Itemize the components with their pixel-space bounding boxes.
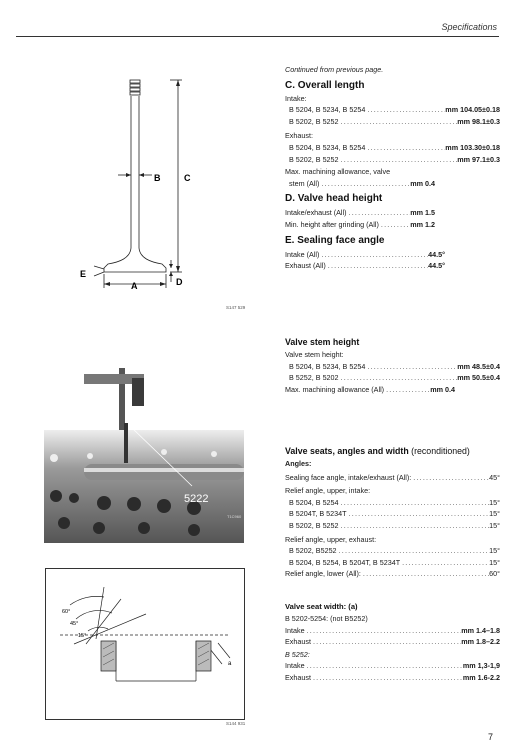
spec-row: B 5204, B 5254 ..... 15° bbox=[285, 497, 500, 509]
spec-row: Intake (All) ..... 44.5° bbox=[285, 249, 445, 261]
spec-row: B 5202, B 5252 ..... 15° bbox=[285, 520, 500, 532]
spec-row: B 5204, B 5234, B 5254 ..... mm 48.5±0.4 bbox=[285, 361, 500, 373]
label-d: D bbox=[176, 277, 183, 287]
heading-stem-height: Valve stem height bbox=[285, 337, 360, 347]
photo-code: T1C960 bbox=[227, 514, 242, 519]
width-label-a: a bbox=[228, 661, 232, 667]
spec-column-seats bbox=[285, 442, 500, 580]
seat-diagram-frame bbox=[45, 568, 245, 720]
spec-row: Exhaust ..... mm 1.6-2.2 bbox=[285, 672, 500, 684]
seat-figure-caption: S144 931 bbox=[226, 721, 246, 726]
spec-row: B 5252, B 5202 ..... mm 50.5±0.4 bbox=[285, 372, 500, 384]
header-rule bbox=[16, 36, 499, 37]
spec-row: B 5204, B 5234, B 5254 ..... mm 104.05±0.18 bbox=[285, 104, 500, 116]
seat-diagram bbox=[46, 569, 244, 719]
spec-row: B 5202, B5252 ..... 15° bbox=[285, 545, 500, 557]
heading-valve-head: D. Valve head height bbox=[285, 193, 383, 205]
spec-row: Intake ..... mm 1,3-1,9 bbox=[285, 660, 500, 672]
label-e: E bbox=[80, 269, 87, 279]
spec-column-stem bbox=[285, 333, 500, 395]
exhaust-label: Exhaust: bbox=[285, 131, 313, 141]
relief-intake-label: Relief angle, upper, intake: bbox=[285, 486, 371, 496]
label-c: C bbox=[184, 173, 191, 183]
group1-label: B 5202-5254: (not B5252) bbox=[285, 614, 368, 623]
spec-row: Intake ..... mm 1.4–1.8 bbox=[285, 625, 500, 637]
heading-valve-seats: Valve seats, angles and width (reconditioned) bbox=[285, 446, 470, 456]
spec-row: B 5204, B 5254, B 5204T, B 5234T ..... 15° bbox=[285, 557, 500, 569]
spec-row: B 5202, B 5252 ..... mm 98.1±0.3 bbox=[285, 116, 500, 128]
spec-row: B 5202, B 5252 ..... mm 97.1±0.3 bbox=[285, 154, 500, 166]
angles-label: Angles: bbox=[285, 459, 312, 468]
group2-label: B 5252: bbox=[285, 649, 310, 659]
tool-number: 5222 bbox=[184, 493, 209, 505]
heading-sealing-face: E. Sealing face angle bbox=[285, 234, 385, 246]
heading-seat-width: Valve seat width: (a) bbox=[285, 602, 358, 611]
cylinder-head-photo bbox=[44, 368, 244, 543]
angle-45: 45° bbox=[70, 621, 79, 627]
intake-label: Intake: bbox=[285, 93, 307, 103]
stem-sub-label: Valve stem height: bbox=[285, 350, 344, 359]
label-a: A bbox=[131, 281, 138, 291]
spec-row: Intake/exhaust (All) ..... mm 1.5 bbox=[285, 207, 435, 219]
label-b: B bbox=[154, 173, 161, 183]
spec-row: Relief angle, lower (All): ..... 60° bbox=[285, 568, 500, 580]
spec-row: Max. machining allowance (All) ..... mm 0.4 bbox=[285, 384, 455, 396]
valve-diagram bbox=[70, 70, 220, 300]
relief-exhaust-label: Relief angle, upper, exhaust: bbox=[285, 534, 377, 544]
spec-row: Min. height after grinding (All) ..... mm 1.2 bbox=[285, 219, 435, 231]
spec-row: Exhaust (All) ..... 44.5° bbox=[285, 260, 445, 272]
spec-row: B 5204T, B 5234T ..... 15° bbox=[285, 508, 500, 520]
page-number: 7 bbox=[487, 732, 493, 742]
spec-row: B 5204, B 5234, B 5254 ..... mm 103.30±0.18 bbox=[285, 142, 500, 154]
spec-column-width bbox=[285, 598, 500, 684]
spec-row: Exhaust ..... mm 1.8–2.2 bbox=[285, 636, 500, 648]
angle-60: 60° bbox=[62, 609, 71, 615]
angle-15: 15° bbox=[78, 633, 87, 639]
heading-overall-length: C. Overall length bbox=[285, 79, 365, 91]
machining-line: Max. machining allowance, valve bbox=[285, 167, 391, 177]
spec-column-top bbox=[285, 65, 500, 272]
spec-row: stem (All) ..... mm 0.4 bbox=[285, 178, 435, 190]
continued-note: Continued from previous page. bbox=[285, 65, 384, 74]
valve-figure-caption: S147 529 bbox=[226, 305, 246, 310]
spec-row: Sealing face angle, intake/exhaust (All): ..... 45° bbox=[285, 472, 500, 484]
header-title: Specifications bbox=[441, 22, 497, 32]
